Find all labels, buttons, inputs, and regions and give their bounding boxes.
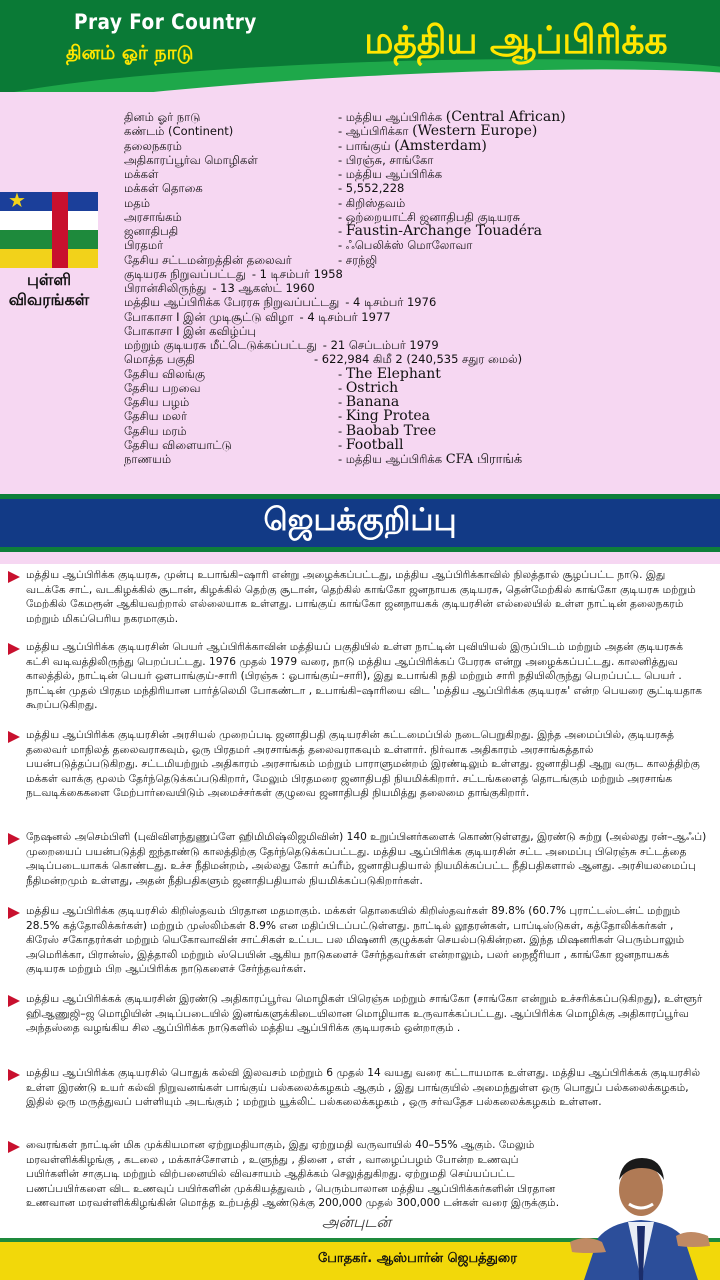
fact-row: மக்கள் தொகை - 5,552,228 [124, 181, 405, 196]
red-arrow-icon [8, 1141, 20, 1153]
flag-star-icon: ★ [8, 188, 26, 212]
fact-row: மக்கள் - மத்திய ஆப்பிரிக்க [124, 167, 443, 181]
fact-row: தேசிய சட்டமன்றத்தின் தலைவர் - சரந்ஜி [124, 252, 378, 267]
country-title: மத்திய ஆப்பிரிக்க [364, 18, 668, 62]
fact-row: தலைநகரம் - பாங்குய் (Amsterdam) [124, 137, 487, 154]
fact-sheet-label: புள்ளி விவரங்கள் [8, 270, 90, 309]
prayer-paragraph: மத்திய ஆப்பிரிக்க குடியரசில் பொதுக் கல்வி இலவசம் மற்றும் 6 முதல் 14 வயது வரை கட்டாயமாக உள்ளது. மத்திய ஆப்பிரிக்கக் குடியரசில் உள்ள இரண்டு உயர் கல்வி நிறுவனங்கள் பாங்குய் பல்கலைக்கழகம் ஆகும் , இது பாங்குயில் அமைந்துள்ள ஒரு பொதுப் பல்கலைக்கழகம், இதில் ஒரு மருத்துவப் பள்ளியும் அடங்கும் ; மற்றும் யூக்லிட் பல்கலைக்கழகம் , ஒரு சர்வதேச பல்கலைக்கழகம் உள்ளன. [8, 1066, 708, 1110]
red-arrow-icon [8, 643, 20, 655]
fact-row: தினம் ஓர் நாடு - மத்திய ஆப்பிரிக்க (Central African) [124, 109, 566, 125]
red-arrow-icon [8, 1069, 20, 1081]
pastor-photo [566, 1130, 716, 1280]
prayer-paragraph: வைரங்கள் நாட்டின் மிக முக்கியமான ஏற்றுமதியாகும், இது ஏற்றுமதி வருவாயில் 40–55% ஆகும். மேலும் மரவள்ளிக்கிழங்கு , கடலை , மக்காச்சோளம் , உளுந்து , தினை , எள் , வாழைப்பழம் போன்ற உணவுப் பயிர்களின் சாகுபடி மற்றும் விற்பனையில் விவசாயம் ஆதிக்கம் செலுத்துகிறது. ஏற்றுமதி செய்யப்பட்ட பணப்பயிர்களை விட உணவுப் பயிர்களின் முக்கியத்துவம் , பெரும்பாலான மத்திய ஆப்பிரிக்கர்களின் பிரதான உணவான மரவள்ளிக்கிழங்கின் மொத்த உற்பத்தி ஆண்டுக்கு 200,000 முதல் 300,000 டன்கள் வரை இருக்கும். [8, 1138, 708, 1211]
red-arrow-icon [8, 995, 20, 1007]
fact-row: தேசிய விளையாட்டு - Football [124, 436, 404, 453]
fact-row: மத்திய ஆப்பிரிக்க பேரரசு நிறுவப்பட்டது - 4 டிசம்பர் 1976 [124, 295, 437, 310]
signature-text: போதகர். ஆஸ்பார்ன் ஜெபத்துரை [318, 1251, 517, 1266]
red-arrow-icon [8, 571, 20, 583]
brand-english: Pray For Country [74, 10, 257, 34]
fact-row: போகாசா I இன் முடிசூட்டு விழா - 4 டிசம்பர் 1977 [124, 309, 391, 324]
fact-row-area: மொத்த பகுதி - 622,984 கிமீ 2 (240,535 சதுர மைல்) [124, 352, 523, 367]
prayer-paragraph: நேஷனல் அசெம்பிளி (புவிவிளந்துணுப்ளே ஹிமிமிஷ்லிஜமிவின்) 140 உறுப்பினர்களைக் கொண்டுள்ளது, இரண்டு சுற்று (அல்லது ரன்–ஆஃப்) முறையைப் பயன்படுத்தி ஐந்தாண்டு காலத்திற்கு தேர்ந்தெடுக்கப்பட்டது. மத்திய ஆப்பிரிக்க குடியரசின் சட்ட அமைப்பு பிரெஞ்சு சட்டத்தை அடிப்படையாகக் கொண்டது. உச்ச நீதிமன்றம், அல்லது கோர் சுப்ரீம், ஜனாதிபதியால் நியமிக்கப்பட்ட நீதிபதிகளால் ஆனது. அரசியலமைப்பு நீதிமன்றமும் உள்ளது, அதன் நீதிபதிகளும் ஜனாதிபதியால் நியமிக்கப்படுகிறார்கள். [8, 830, 708, 888]
fact-row: கண்டம் (Continent) - ஆப்பிரிக்கா (Western Europe) [124, 123, 538, 140]
prayer-paragraph: மத்திய ஆப்பிரிக்க குடியரசின் பெயர் ஆப்பிரிக்காவின் மத்தியப் பகுதியில் உள்ள நாட்டின் புவியியல் இருப்பிடம் மற்றும் அதன் குடியரசுக் கட்சி வடிவத்திலிருந்து பெறப்பட்டது. 1976 முதல் 1979 வரை, நாடு மத்திய ஆப்பிரிக்கப் பேரரசு என்று அழைக்கப்பட்டது. காலனித்துவ காலத்தில், நாட்டின் பெயர் ஔபாங்குய்-சாரி (பிரஞ்சு : ஓபாங்குய்–சாரி), இது உபாங்கி நதி மற்றும் சாரி நதியிலிருந்து பெறப்பட்ட பெயர் . நாட்டின் முதல் பிரதம மந்திரியான பார்த்லெமி போகண்டா , உபாங்கி–ஷாரியை விட 'மத்திய ஆப்பிரிக்க குடியரசு' என்ற பெயரை சூட்டியதாக கூறப்படுகிறது. [8, 640, 708, 713]
fact-row: நாணயம் - மத்திய ஆப்பிரிக்க CFA பிராங்க் [124, 452, 523, 467]
prayer-paragraph: மத்திய ஆப்பிரிக்க குடியரசில் கிறிஸ்தவம் பிரதான மதமாகும். மக்கள் தொகையில் கிறிஸ்தவர்கள் 89.8% (60.7% புராட்டஸ்டன்ட் மற்றும் 28.5% கத்தோலிக்கர்கள்) மற்றும் முஸ்லிம்கள் 8.9% என மதிப்பிடப்பட்டுள்ளது. நாட்டில் லூதரன்கள், பாப்டிஸ்டுகள், கத்தோலிக்கர்கள் , கிரேஸ் சகோதரர்கள் மற்றும் யெகோவாவின் சாட்சிகள் உட்பட பல மிஷனரி குழுக்கள் செயல்படுகின்றன. இந்த மிஷனரிகள் பெரும்பாலும் அமெரிக்கா, பிரான்ஸ், இத்தாலி மற்றும் ஸ்பெயின் ஆகிய நாடுகளைச் சேர்ந்தவர்கள் என்றாலும், பலர் நைஜீரியா , காங்கோ ஜனநாயகக் குடியரசு மற்றும் பிற ஆப்பிரிக்க நாடுகளைச் சேர்ந்தவர்கள். [8, 904, 708, 977]
fact-row: அதிகாரப்பூர்வ மொழிகள் - பிரஞ்சு, சாங்கோ [124, 152, 434, 167]
red-arrow-icon [8, 731, 20, 743]
red-arrow-icon [8, 907, 20, 919]
red-arrow-icon [8, 833, 20, 845]
fact-row: அரசாங்கம் - ஒற்றையாட்சி ஜனாதிபதி குடியரசு [124, 209, 521, 224]
fact-row: தேசிய விலங்கு - The Elephant [124, 365, 441, 382]
fact-sheet [124, 110, 714, 466]
fact-row: பிரான்சிலிருந்து - 13 ஆகஸ்ட் 1960 [124, 281, 315, 295]
section-title: ஜெபக்குறிப்பு [263, 502, 457, 538]
fact-row: தேசிய மரம் - Baobab Tree [124, 422, 437, 439]
fact-row: மற்றும் குடியரசு மீட்டெடுக்கப்பட்டது - 21 செப்டம்பர் 1979 [124, 338, 439, 352]
fact-row: பிரதமர் - ஃபெலிக்ஸ் மொலோவா [124, 238, 473, 253]
section-banner [0, 494, 720, 560]
fact-row: குடியரசு நிறுவப்பட்டது - 1 டிசம்பர் 1958 [124, 266, 343, 281]
prayer-paragraph: மத்திய ஆப்பிரிக்கக் குடியரசின் இரண்டு அதிகாரப்பூர்வ மொழிகள் பிரெஞ்சு மற்றும் சாங்கோ (சாங்கோ என்றும் உச்சரிக்கப்படுகிறது), உள்ளூர் ஹிஆணுஜி–ஜ மொழியின் அடிப்படையில் இனங்களுக்கிடையிலான மொழியாக உருவாக்கப்பட்டது. ஆப்பிரிக்க மொழிக்கு அதிகாரப்பூர்வ அந்தஸ்தை வழங்கிய சில ஆப்பிரிக்க நாடுகளில் மத்திய ஆப்பிரிக்க குடியரசும் ஒன்றாகும் . [8, 992, 708, 1036]
fact-row: ஜனாதிபதி - Faustin-Archange Touadéra [124, 223, 543, 239]
fact-row: தேசிய மலர் - King Protea [124, 408, 430, 425]
central-african-republic-flag-icon [0, 188, 98, 268]
fact-row: மதம் - கிறிஸ்தவம் [124, 195, 406, 210]
fact-row: தேசிய பறவை - Ostrich [124, 379, 399, 396]
header-banner [0, 0, 720, 92]
closing-text: அன்புடன் [322, 1213, 391, 1231]
fact-row: போகாசா I இன் கவிழ்ப்பு [124, 323, 256, 338]
fact-row: தேசிய பழம் - Banana [124, 394, 400, 410]
prayer-paragraph: மத்திய ஆப்பிரிக்க குடியரசின் அரசியல் முறைப்படி ஜனாதிபதி குடியரசின் கட்டமைப்பில் நடைபெறுகிறது. இந்த அமைப்பில், குடியரசுத் தலைவர் மாநிலத் தலைவராகவும், ஒரு பிரதமர் அரசாங்கத் தலைவராகவும் உள்ளார். நிர்வாக அதிகாரம் அரசாங்கத்தால் பயன்படுத்தப்படுகிறது. சட்டமியற்றும் அதிகாரம் அரசாங்கம் மற்றும் பாராளுமன்றம் இரண்டிலும் உள்ளது. ஜனாதிபதி ஆறு வருட காலத்திற்கு மக்கள் வாக்கு மூலம் தேர்ந்தெடுக்கப்படுகிறார், மேலும் பிரதமரை ஜனாதிபதி நியமிக்கிறார். சட்டங்களைத் தொடங்கும் மற்றும் அரசாங்க நடவடிக்கைகளை மேற்பார்வையிடும் அமைச்சர்கள் குழுவை ஜனாதிபதி நியமித்து தலைமை தாங்குகிறார். [8, 728, 708, 801]
brand-tamil: தினம் ஓர் நாடு [66, 42, 194, 64]
prayer-paragraph: மத்திய ஆப்பிரிக்க குடியரசு, முன்பு உபாங்கி–ஷாரி என்று அழைக்கப்பட்டது, மத்திய ஆப்பிரிக்காவில் நிலத்தால் சூழப்பட்ட நாடு. இது வடக்கே சாட், வடகிழக்கில் சூடான், கிழக்கில் தெற்கு சூடான், தெற்கில் காங்கோ ஜனநாயக குடியரசு, தென்மேற்கில் காங்கோ குடியரசு மற்றும் மேற்கில் கேமரூன் ஆகியவற்றால் எல்லையாக உள்ளது. பாங்குய் காங்கோ ஜனநாயகக் குடியரசின் எல்லையில் உள்ள நாட்டின் தலைநகரம் மற்றும் மிகப்பெரிய நகரமாகும். [8, 568, 708, 626]
